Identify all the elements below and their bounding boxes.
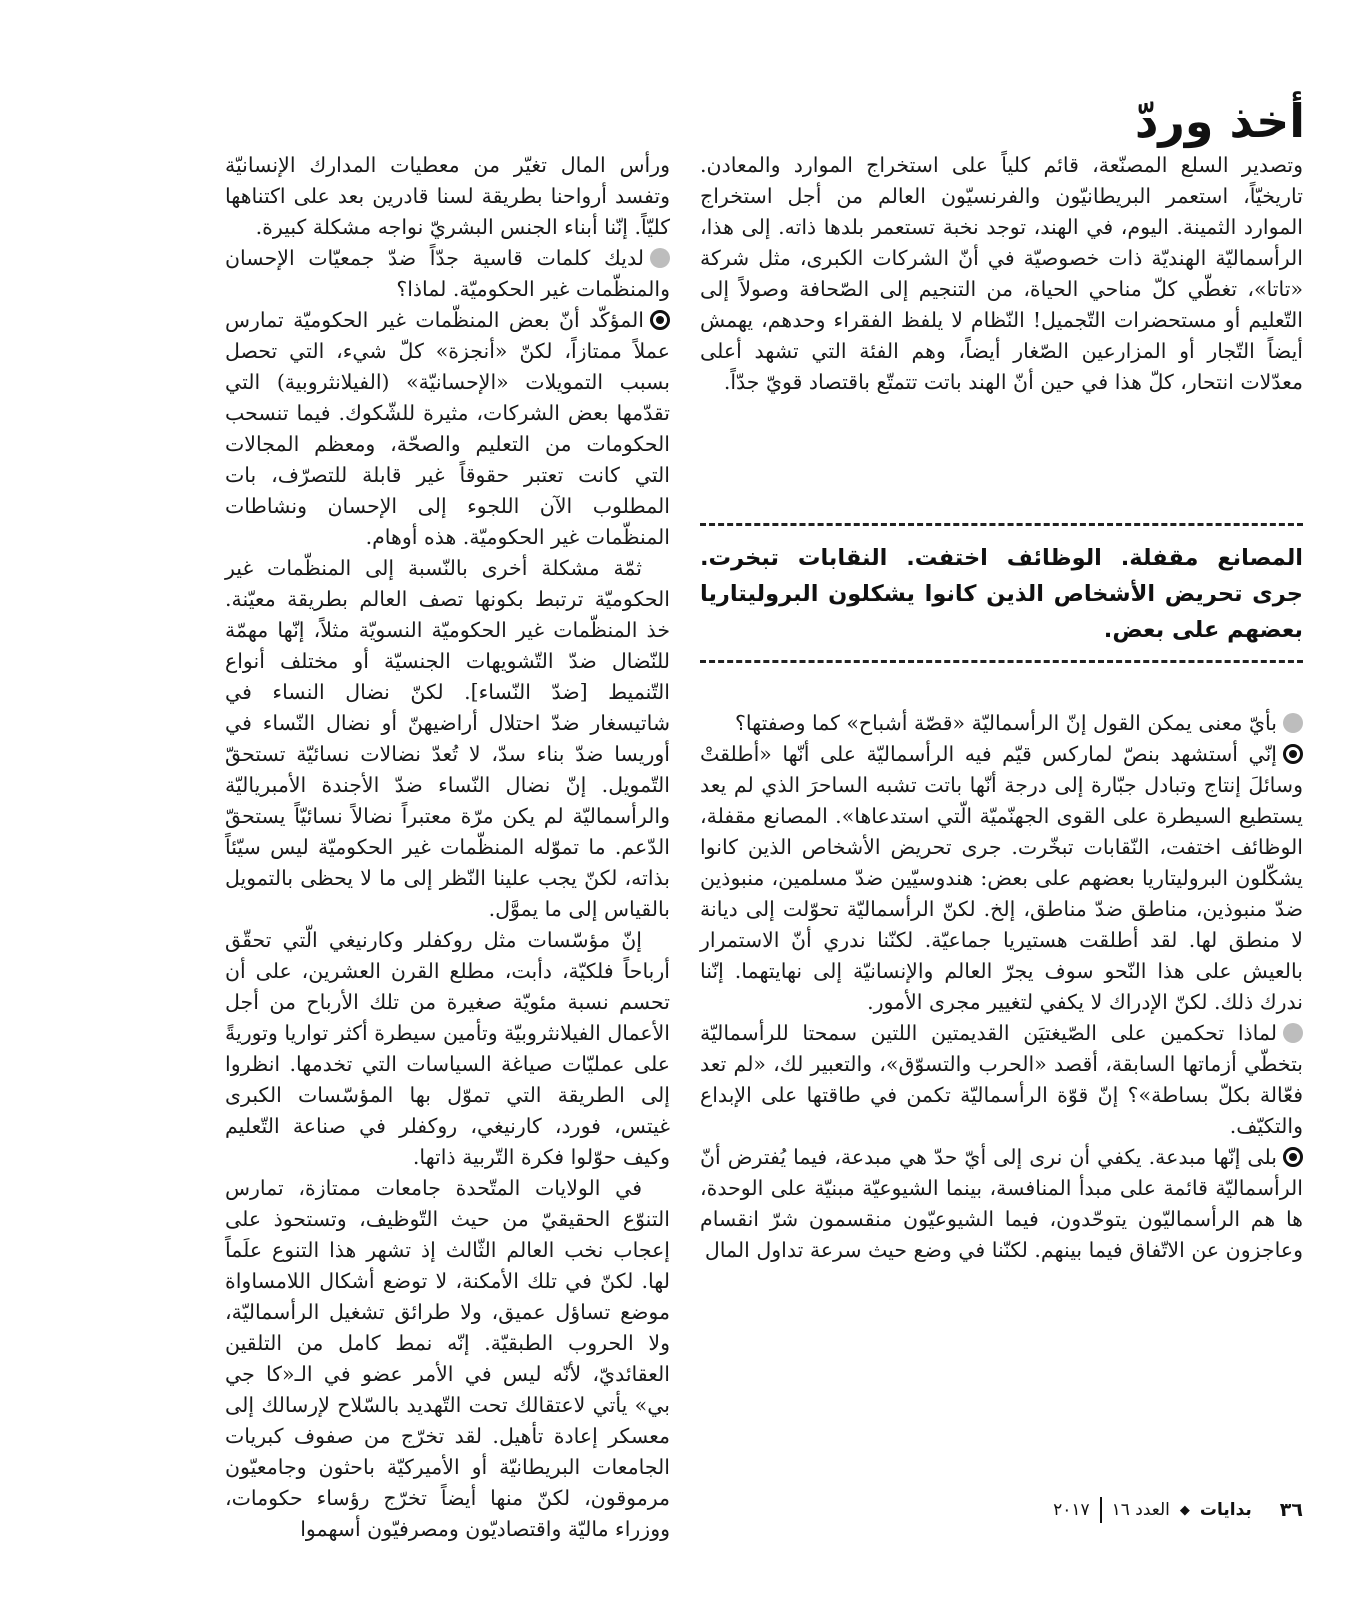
question-text: لماذا تحكمين على الصّيغتيَن القديمتين اللتين سمحتا للرأسماليّة بتخطّي أزماتها السابقة، أقصد «الحرب والتسوّق»، والتعبير لك، «لم تعد فعّالة بكلّ بساطة»؟ إنّ قوّة الرأسماليّة تكمن في طاقتها على الإبداع والتكيّف.: [700, 1021, 1303, 1138]
page-footer: [1000, 1497, 1303, 1523]
paragraph: ورأس المال تغيّر من معطيات المدارك الإنسانيّة وتفسد أرواحنا بطريقة لسنا قادرين بعد على اكتناهها كليّاً. إنّنا أبناء الجنس البشريّ نواجه مشكلة كبيرة.: [225, 153, 670, 239]
section-title: أخذ وردّ: [1134, 94, 1305, 148]
question-bullet-icon: [1283, 1023, 1303, 1043]
issue-year: ٢٠١٧: [1053, 1500, 1090, 1520]
answer-text: المؤكّد أنّ بعض المنظّمات غير الحكوميّة تمارس عملاً ممتازاً، لكنّ «أنجزة» كلّ شيء، التي تحصل بسبب التمويلات «الإحسانيّة» (الفيلانثروبية) التي تقدّمها بعض الشركات، مثيرة للشّكوك. فيما تنسحب الحكومات من التعليم والصحّة، ومعظم المجالات التي كانت تعتبر حقوقاً غير قابلة للتصرّف، بات المطلوب الآن اللجوء إلى الإحسان ونشاطات المنظّمات غير الحكوميّة. هذه أوهام.: [225, 308, 670, 549]
question: [225, 243, 670, 305]
magazine-name: بدايات: [1199, 1500, 1252, 1520]
diamond-icon: ◆: [1179, 1502, 1190, 1518]
question-text: بأيّ معنى يمكن القول إنّ الرأسماليّة «قصّة أشباح» كما وصفتها؟: [735, 711, 1277, 735]
question: [700, 1018, 1303, 1142]
divider: [1100, 1497, 1102, 1523]
page-number: ٣٦: [1279, 1499, 1303, 1521]
answer: [700, 1142, 1303, 1266]
pull-quote-text: المصانع مقفلة. الوظائف اختفت. النقابات تبخرت. جرى تحريض الأشخاص الذين كانوا يشكلون البروليتاريا بعضهم على بعض.: [700, 545, 1303, 643]
question-bullet-icon: [650, 248, 670, 268]
question: [700, 708, 1303, 739]
paragraph: وتصدير السلع المصنّعة، قائم كلياً على استخراج الموارد والمعادن. تاريخيّاً، استعمر البريطانيّون والفرنسيّون العالم من أجل استخراج الموارد الثمينة. اليوم، في الهند، توجد نخبة تستعمر بلدها ذاته. إلى هذا، الرأسماليّة الهنديّة ذات خصوصيّة في أنّ الشركات الكبرى، مثل شركة «تاتا»، تغطّي كلّ مناحي الحياة، من التنجيم إلى الصّحافة وصولاً إلى التّعليم أو مستحضرات التّجميل! النّظام لا يلفظ الفقراء وحدهم، يهمش أيضاً التّجار أو المزارعين الصّغار أيضاً، وهم الفئة التي تشهد أعلى معدّلات انتحار، كلّ هذا في حين أنّ الهند باتت تتمتّع باقتصاد قويّ جدّاً.: [700, 153, 1303, 394]
right-column-upper: [700, 150, 1303, 398]
answer-text: إنّي أستشهد بنصّ لماركس قيّم فيه الرأسماليّة على أنّها «أطلقتْ وسائلَ إنتاج وتبادل جبّارة إلى درجة أنّها باتت تشبه الساحرَ الذي لم يعد يستطيع السيطرة على القوى الجهنّميّة الّتي استدعاها». المصانع مقفلة، الوظائف اختفت، النّقابات تبخّرت. جرى تحريض الأشخاص الذين كانوا يشكّلون البروليتاريا بعضهم على بعض: هندوسيّين ضدّ مسلمين، منبوذين ضدّ منبوذين، مناطق ضدّ مناطق، إلخ. لكنّ الرأسماليّة تحوّلت إلى ديانة لا منطق لها. لقد أطلقت هستيريا جماعيّة. لكنّنا ندري أنّ الاستمرار بالعيش على هذا النّحو سوف يجرّ العالم والإنسانيّة إلى نهايتهما. إنّنا ندرك ذلك. لكنّ الإدراك لا يكفي لتغيير مجرى الأمور.: [700, 742, 1303, 1014]
answer-bullet-icon: [650, 310, 670, 330]
question-bullet-icon: [1283, 713, 1303, 733]
left-column: [225, 150, 670, 1545]
divider: [700, 660, 1303, 663]
answer-bullet-icon: [1283, 744, 1303, 764]
paragraph: إنّ مؤسّسات مثل روكفلر وكارنيغي الّتي تحقّق أرباحاً فلكيّة، دأبت، مطلع القرن العشرين، على أن تحسم نسبة مئويّة صغيرة من تلك الأرباح من أجل الأعمال الفيلانثروبيّة وتأمين سيطرة أكثر تواريا وتوريةً على عمليّات صياغة السياسات التي تخدمها. انظروا إلى الطريقة التي تموّل بها المؤسّسات الكبرى غيتس، فورد، كارنيغي، روكفلر في صناعة التّعليم وكيف حوّلوا فكرة التّربية ذاتها.: [225, 928, 670, 1169]
paragraph: ثمّة مشكلة أخرى بالنّسبة إلى المنظّمات غير الحكوميّة ترتبط بكونها تصف العالم بطريقة معيّنة. خذ المنظّمات غير الحكوميّة النسويّة مثلاً، إنّها مهمّة للنّضال ضدّ التّشويهات الجنسيّة أو مختلف أنواع التّنميط [ضدّ النّساء]. لكنّ نضال النساء في شاتيسغار ضدّ احتلال أراضيهنّ أو نضال النّساء في أوريسا ضدّ بناء سدّ، لا تُعدّ نضالات نسائيّة تستحقّ التّمويل. إنّ نضال النّساء ضدّ الأجندة الأمبرياليّة والرأسماليّة لم يكن مرّة معتبراً نضالاً نسائيّاً يستحقّ الدّعم. ما تموّله المنظّمات غير الحكوميّة ليس سيّئاً بذاته، لكنّ يجب علينا النّظر إلى ما لا يحظى بالتمويل بالقياس إلى ما يموَّل.: [225, 556, 670, 921]
pull-quote: [700, 523, 1303, 663]
answer-bullet-icon: [1283, 1147, 1303, 1167]
answer-text: بلى إنّها مبدعة. يكفي أن نرى إلى أيّ حدّ هي مبدعة، فيما يُفترض أنّ الرأسماليّة قائمة على مبدأ المنافسة، بينما الشيوعيّة مبنيّة على الوحدة، ها هم الرأسماليّون يتوحّدون، فيما الشيوعيّون منقسمون شرّ انقسام وعاجزون عن الاتّفاق فيما بينهم. لكنّنا في وضع حيث سرعة تداول المال: [700, 1145, 1303, 1262]
paragraph: في الولايات المتّحدة جامعات ممتازة، تمارس التنوّع الحقيقيّ من حيث التّوظيف، وتستحوذ على إعجاب نخب العالم الثّالث إذ تشهر هذا التنوع علَماً لها. لكنّ في تلك الأمكنة، لا توضع أشكال اللامساواة موضع تساؤل عميق، ولا طرائق تشغيل الرأسماليّة، ولا الحروب الطبقيّة. إنّه نمط كامل من التلقين العقائديّ، لأنّه ليس في الأمر عضو في الـ«كا جي بي» يأتي لاعتقالك تحت التّهديد بالسّلاح لإرسالك إلى معسكر إعادة تأهيل. لقد تخرّج من صفوف كبريات الجامعات البريطانيّة أو الأميركيّة باحثون وجامعيّون مرموقون، لكنّ منها أيضاً تخرّج رؤساء حكومات، ووزراء ماليّة واقتصاديّون ومصرفيّون أسهموا: [225, 1176, 670, 1541]
answer: [700, 739, 1303, 1018]
question-text: لديك كلمات قاسية جدّاً ضدّ جمعيّات الإحسان والمنظّمات غير الحكوميّة. لماذا؟: [225, 246, 670, 301]
right-column-lower: [700, 708, 1303, 1266]
answer: [225, 305, 670, 553]
issue-number: العدد ١٦: [1111, 1500, 1170, 1520]
